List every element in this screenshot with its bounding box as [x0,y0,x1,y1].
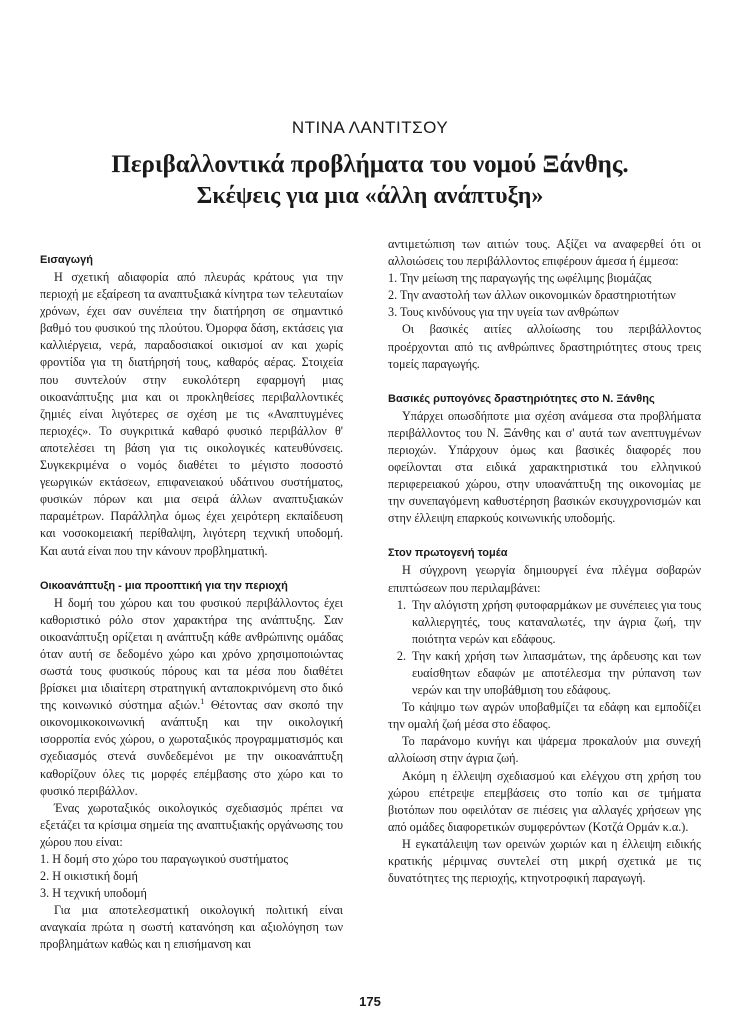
paragraph [40,595,343,800]
section-heading-primary-sector: Στον πρωτογενή τομέα [388,547,508,560]
list-number: 1. [396,597,406,612]
paragraph: Ένας χωροταξικός οικολογικός σχεδιασμός πρέπει να εξετάζει τα κρίσιμα σημεία της αναπτυξιακής οργάνωσης του χώρου που είναι: [40,800,343,849]
numbered-list [388,270,701,321]
numbered-list [388,597,701,700]
paragraph: Η εγκατάλειψη των ορεινών χωριών και η έλλειψη ειδικής κρατικής μέριμνας συντελεί στη μικρή σχετικά με τις δυνατότητες της περιοχής, κτηνοτροφική παραγωγή. [388,836,701,886]
section-heading-ecodevelopment: Οικοανάπτυξη - μια προοπτική για την περιοχή [40,579,288,592]
article-title: Περιβαλλοντικά προβλήματα του νομού Ξάνθης. [111,151,629,178]
section-heading-polluting-activities: Βασικές ρυπογόνες δραστηριότητες στο Ν. Ξάνθης [388,392,655,405]
list-item: 1. Η δομή στο χώρο του παραγωγικού συστήματος [40,852,289,866]
list-item: 3. Η τεχνική υποδομή [40,886,147,901]
paragraph: Η σύγχρονη γεωργία δημιουργεί ένα πλέγμα σοβαρών επιπτώσεων που περιλαμβάνει: [388,563,701,595]
left-column [40,252,343,954]
paragraph: Υπάρχει οπωσδήποτε μια σχέση ανάμεσα στα προβλήματα περιβάλλοντος του Ν. Ξάνθης και σ' αυτά των ανεπτυγμένων περιοχών. Υπάρχουν όμως και βασικές διαφορές που οφείλονται στα ειδικά χαρακτηριστικά του ελληνικού περιφερειακού χώρου, στην υποανάπτυξη της οικονομίας με την συνεπαγόμενη καθυστέρηση βασικών εκσυγχρονισμών και στην έλλειψη επαρκούς κοινωνικής υποδομής. [388,408,701,526]
paragraph: Το παράνομο κυνήγι και ψάρεμα προκαλούν μια συνεχή αλλοίωση στην άγρια ζωή. [388,734,701,766]
list-item [388,648,701,699]
paragraph: αντιμετώπιση των αιτιών τους. Αξίζει να αναφερθεί ότι οι αλλοιώσεις του περιβάλλοντος επιφέρουν άμεσα ή έμμεσα: [388,237,701,269]
list-text: Την αλόγιστη χρήση φυτοφαρμάκων με συνέπειες για τους καλλιεργητές, τους καταναλωτές, την άγρια ζωή, την ποιότητα νερών και εδάφους. [412,597,701,646]
paragraph: Ακόμη η έλλειψη σχεδιασμού και ελέγχου στη χρήση του χώρου επέτρεψε επεμβάσεις στο τοπίο και σε τμήματα βιοτόπων που οφειλόταν σε πιέσεις για αλλαγές χρήσεων γης από ομάδες διαφορετικών συμφερόντων (Κοτζά Ορμάν κ.α.). [388,768,701,834]
list-item: 1. Την μείωση της παραγωγής της ωφέλιμης βιομάζας [388,271,652,286]
page-number: 175 [359,994,381,1009]
list-item: 2. Την αναστολή των άλλων οικονομικών δραστηριοτήτων [388,288,676,303]
section-heading-introduction: Εισαγωγή [40,254,93,266]
footnote-marker: 1 [200,697,205,707]
paragraph-text: Θέτοντας σαν σκοπό την οικονομικοκοινωνική ανάπτυξη και την οικολογική ισορροπία ενός χώρου, ο χωροταξικός προγραμματισμός και σχεδιασμός στενά συνδεδεμένοι με την οικοανάπτυξη καθορίζουν όλες τις μορφές επέμβασης στο χώρο και το φυσικό περιβάλλον. [40,698,343,798]
article-subtitle: Σκέψεις για μια «άλλη ανάπτυξη» [196,183,544,209]
paragraph: Οι βασικές αιτίες αλλοίωσης του περιβάλλοντος προέρχονται από τις ανθρώπινες δραστηριότητες στους τρεις τομείς παραγωγής. [388,322,701,371]
list-number: 2. [396,648,406,663]
list-text: Την κακή χρήση των λιπασμάτων, της άρδευσης και των ευαίσθητων εδαφών με αποτέλεσμα την ρύπανση των νερών και την υποβάθμιση του εδάφους. [412,648,701,698]
list-item [388,597,701,648]
paragraph: Για μια αποτελεσματική οικολογική πολιτική είναι αναγκαία πρώτα η σωστή κατανόηση και αξιολόγηση των προβλημάτων καθώς και η επισήμανση και [40,903,343,952]
paragraph-text: Η δομή του χώρου και του φυσικού περιβάλλοντος έχει καθοριστικό ρόλο στον χαρακτήρα της ανάπτυξης. Σαν οικοανάπτυξη ορίζεται η ανάπτυξη κάθε ανθρώπινης ομάδας όταν αυτή σε δεδομένο χώρο και χρόνο χρησιμοποιώντας σωστά τους φυσικούς πόρους και τα μέσα που διαθέτει βρίσκει μια ιδιαίτερη στρατηγική ανταποκρινόμενη στο δικό της κοινωνικό σύστημα αξιών. [40,595,343,713]
numbered-list [40,851,343,902]
right-column [388,236,701,887]
author-name: ΝΤΙΝΑ ΛΑΝΤΙΤΣΟΥ [291,118,449,137]
paragraph: Η σχετική αδιαφορία από πλευράς κράτους για την περιοχή με εξαίρεση τα αναπτυξιακά κίνητρα των τελευταίων χρόνων, έχει σαν συνέπεια την διατήρηση σε σημαντικό βαθμό του φυσικού της πλούτου. Όμορφα δάση, εκτάσεις για καλλιέργεια, νερά, παραδοσιακοί οικισμοί αν και χωρίς φροντίδα για τη διατήρησή τους, καθαρός αέρας. Στοιχεία που συντελούν στην ευκολότερη εφαρμογή μιας οικοανάπτυξης μια και οι προκληθείσες περιβαλλοντικές ζημιές είναι λιγότερες σε σχέση με τις «Αναπτυγμένες περιοχές». Το συγκριτικά καθαρό φυσικό περιβάλλον θ' αποτελέσει τη βάση για τις οικολογικές κατευθύνσεις. Συγκεκριμένα ο νομός διαθέτει το μέγιστο ποσοστό γεωργικών εκτάσεων, επιφανειακού υδάτινου συστήματος, φυσικών πόρων και μια σειρά άλλων αναπτυξιακών παραμέτρων. Παράλληλα όμως έχει χειρότερη εκπαίδευση και νοσοκομειακή περίθαλψη, λιγότερη τεχνική υποδομή. Και αυτά είναι που την κάνουν προβληματική. [40,270,343,558]
paragraph: Το κάψιμο των αγρών υποβαθμίζει τα εδάφη και εμποδίζει την ομαλή ζωή μέσα στο έδαφος. [388,700,701,732]
list-item: 3. Τους κινδύνους για την υγεία των ανθρώπων [388,305,619,320]
list-item: 2. Η οικιστική δομή [40,869,138,884]
